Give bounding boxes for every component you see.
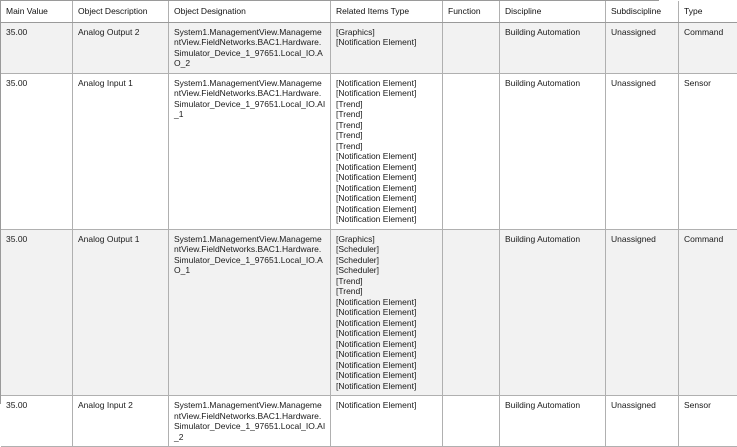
cell-discipline: Building Automation [500,73,606,229]
related-item: [Notification Element] [336,349,438,360]
cell-discipline: Building Automation [500,396,606,447]
related-item: [Notification Element] [336,88,438,99]
cell-type: Sensor [679,73,737,229]
cell-type: Command [679,229,737,396]
related-item: [Notification Element] [336,307,438,318]
related-item: [Notification Element] [336,183,438,194]
cell-related-items-type [331,22,443,73]
table-header [1,1,737,22]
related-item: [Trend] [336,109,438,120]
related-item: [Graphics] [336,27,438,38]
related-item: [Graphics] [336,234,438,245]
cell-object-designation [169,229,331,396]
cell-function [443,73,500,229]
cell-main-value: 35.00 [1,229,73,396]
related-item: [Notification Element] [336,400,438,411]
table-row[interactable] [1,229,737,396]
related-item: [Notification Element] [336,360,438,371]
related-item: [Notification Element] [336,328,438,339]
related-item: [Trend] [336,120,438,131]
cell-subdiscipline: Unassigned [606,396,679,447]
related-item: [Scheduler] [336,244,438,255]
cell-function [443,396,500,447]
cell-object-description: Analog Input 1 [73,73,169,229]
column-header-subdiscipline[interactable]: Subdiscipline [606,1,679,22]
related-item: [Notification Element] [336,162,438,173]
cell-subdiscipline: Unassigned [606,22,679,73]
object-designation-text: System1.ManagementView.ManagementView.FieldNetworks.BAC1.Hardware.Simulator_Device_1_97651.Local_IO.AO_2 [174,27,326,69]
table-header-row [1,1,737,22]
cell-function [443,22,500,73]
cell-object-designation [169,396,331,447]
cell-object-description: Analog Input 2 [73,396,169,447]
cell-discipline: Building Automation [500,22,606,73]
related-item: [Notification Element] [336,172,438,183]
related-item: [Notification Element] [336,193,438,204]
related-items-list [336,78,438,225]
table-row[interactable] [1,73,737,229]
related-item: [Notification Element] [336,318,438,329]
table-row[interactable] [1,396,737,447]
column-header-function[interactable]: Function [443,1,500,22]
cell-related-items-type [331,73,443,229]
cell-object-description: Analog Output 2 [73,22,169,73]
related-item: [Notification Element] [336,297,438,308]
object-designation-text: System1.ManagementView.ManagementView.FieldNetworks.BAC1.Hardware.Simulator_Device_1_97651.Local_IO.AI_1 [174,78,326,120]
related-item: [Notification Element] [336,151,438,162]
cell-main-value: 35.00 [1,22,73,73]
cell-main-value: 35.00 [1,396,73,447]
column-header-object-designation[interactable]: Object Designation [169,1,331,22]
related-item: [Notification Element] [336,339,438,350]
related-item: [Trend] [336,286,438,297]
related-item: [Scheduler] [336,255,438,266]
related-item: [Notification Element] [336,37,438,48]
cell-object-designation [169,22,331,73]
related-item: [Notification Element] [336,204,438,215]
related-item: [Notification Element] [336,381,438,392]
cell-subdiscipline: Unassigned [606,73,679,229]
related-items-list [336,27,438,48]
related-items-list [336,400,438,411]
column-header-object-description[interactable]: Object Description [73,1,169,22]
related-item: [Scheduler] [336,265,438,276]
cell-discipline: Building Automation [500,229,606,396]
table-body [1,22,737,447]
object-list-table [1,1,737,447]
cell-object-description: Analog Output 1 [73,229,169,396]
column-header-main-value[interactable]: Main Value [1,1,73,22]
cell-type: Command [679,22,737,73]
related-item: [Trend] [336,130,438,141]
related-item: [Notification Element] [336,214,438,225]
cell-function [443,229,500,396]
related-item: [Notification Element] [336,78,438,89]
column-header-related-items-type[interactable]: Related Items Type [331,1,443,22]
cell-type: Sensor [679,396,737,447]
related-item: [Trend] [336,99,438,110]
cell-main-value: 35.00 [1,73,73,229]
column-header-discipline[interactable]: Discipline [500,1,606,22]
cell-related-items-type [331,229,443,396]
related-item: [Trend] [336,141,438,152]
object-designation-text: System1.ManagementView.ManagementView.FieldNetworks.BAC1.Hardware.Simulator_Device_1_97651.Local_IO.AO_1 [174,234,326,276]
related-item: [Notification Element] [336,370,438,381]
cell-related-items-type [331,396,443,447]
cell-object-designation [169,73,331,229]
object-designation-text: System1.ManagementView.ManagementView.FieldNetworks.BAC1.Hardware.Simulator_Device_1_97651.Local_IO.AI_2 [174,400,326,442]
cell-subdiscipline: Unassigned [606,229,679,396]
table-row[interactable] [1,22,737,73]
related-items-list [336,234,438,392]
column-header-type[interactable]: Type [679,1,737,22]
related-item: [Trend] [336,276,438,287]
